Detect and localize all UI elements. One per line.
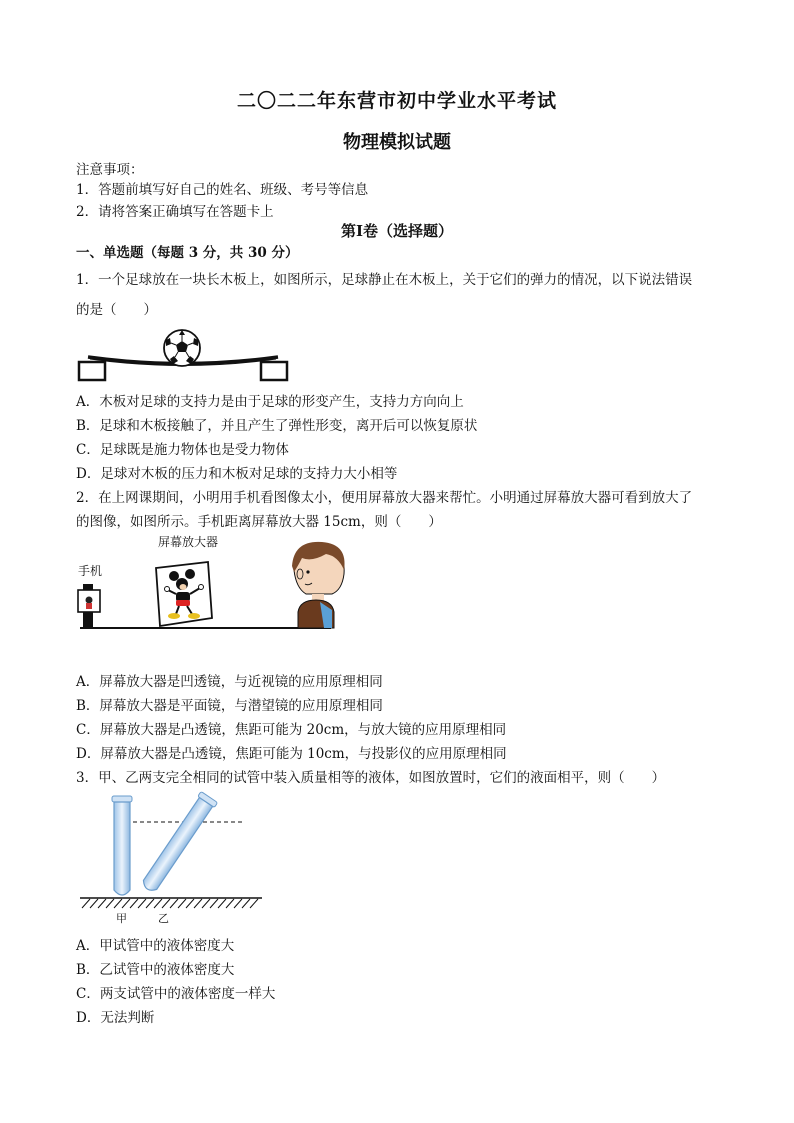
question-2-stem: 的图像，如图所示。手机距离屏幕放大器 15cm，则（ ） (76, 514, 442, 530)
question-1-option-b[interactable]: B．足球和木板接触了，并且产生了弹性形变，离开后可以恢复原状 (76, 418, 478, 434)
question-2-option-c[interactable]: C．屏幕放大器是凸透镜，焦距可能为 20cm，与放大镜的应用原理相同 (76, 722, 507, 738)
q3-label-tube-b: 乙 (158, 912, 169, 925)
question-1-option-a[interactable]: A．木板对足球的支持力是由于足球的形变产生，支持力方向向上 (76, 394, 464, 410)
q1-figure-football-on-board (76, 326, 296, 384)
question-1-option-d[interactable]: D．足球对木板的压力和木板对足球的支持力大小相等 (76, 466, 398, 482)
exam-title: 二〇二二年东营市初中学业水平考试 (236, 90, 557, 112)
question-3-option-c[interactable]: C．两支试管中的液体密度一样大 (76, 986, 276, 1002)
part-heading: 一、单选题（每题 3 分，共 30 分） (76, 245, 299, 261)
exam-subtitle: 物理模拟试题 (343, 132, 451, 153)
q3-label-tube-a: 甲 (116, 912, 127, 925)
question-1-option-c[interactable]: C．足球既是施力物体也是受力物体 (76, 442, 289, 458)
question-3-stem: 3．甲、乙两支完全相同的试管中装入质量相等的液体，如图放置时，它们的液面相平，则（ ） (76, 770, 666, 786)
notice-item: 1．答题前填写好自己的姓名、班级、考号等信息 (76, 182, 369, 198)
question-1-stem: 1．一个足球放在一块长木板上，如图所示，足球静止在木板上，关于它们的弹力的情况，以下说法错误 (76, 272, 693, 288)
q2-label-phone: 手机 (78, 564, 103, 578)
question-2-option-d[interactable]: D．屏幕放大器是凸透镜，焦距可能为 10cm，与投影仪的应用原理相同 (76, 746, 507, 762)
question-2-option-b[interactable]: B．屏幕放大器是平面镜，与潜望镜的应用原理相同 (76, 698, 383, 714)
q3-figure-test-tubes (76, 794, 276, 912)
question-2-stem: 2．在上网课期间，小明用手机看图像太小，便用屏幕放大器来帮忙。小明通过屏幕放大器可看到放大了 (76, 490, 693, 506)
question-1-stem: 的是（ ） (76, 302, 157, 318)
notice-item: 2．请将答案正确填写在答题卡上 (76, 204, 274, 220)
notice-heading: 注意事项： (76, 162, 144, 178)
q2-figure-screen-magnifier (76, 540, 336, 636)
q2-label-magnifier: 屏幕放大器 (158, 535, 219, 549)
question-3-option-d[interactable]: D．无法判断 (76, 1010, 155, 1026)
question-3-option-a[interactable]: A．甲试管中的液体密度大 (76, 938, 235, 954)
section-title: 第Ⅰ卷（选择题） (340, 222, 454, 240)
question-2-option-a[interactable]: A．屏幕放大器是凹透镜，与近视镜的应用原理相同 (76, 674, 383, 690)
question-3-option-b[interactable]: B．乙试管中的液体密度大 (76, 962, 235, 978)
